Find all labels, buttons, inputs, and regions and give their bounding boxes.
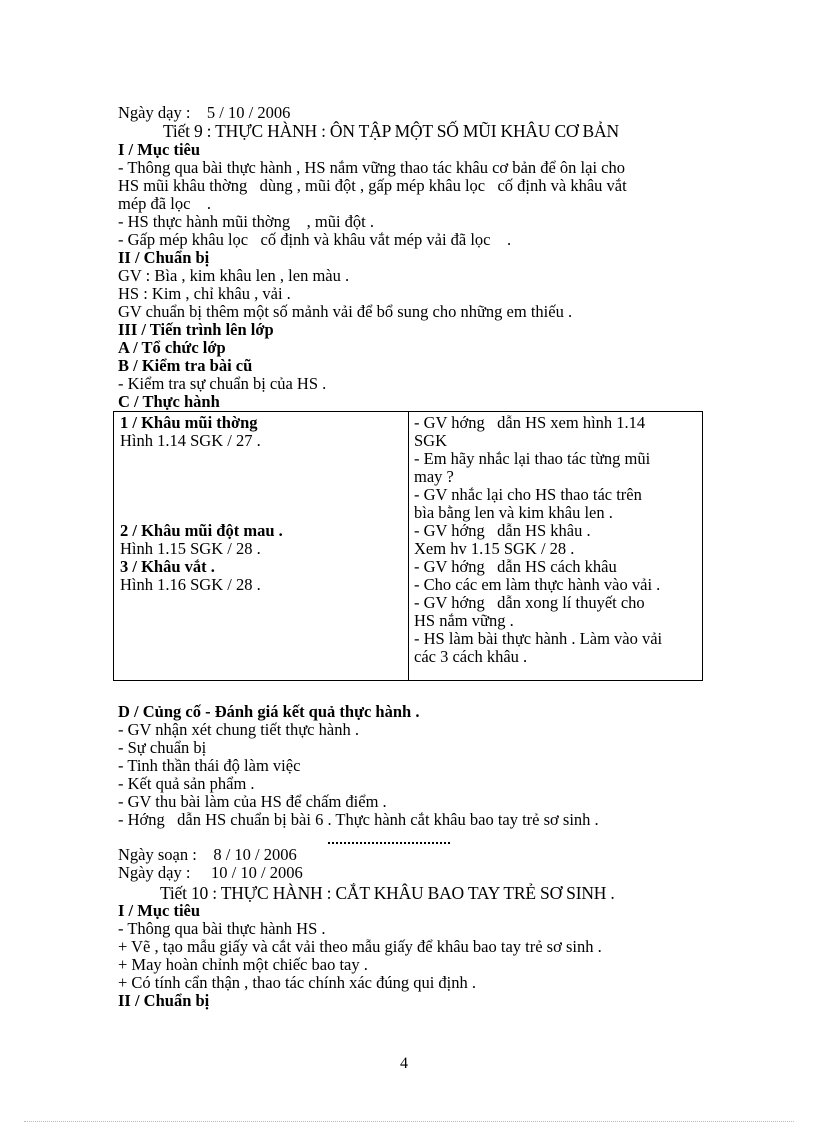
objective-line: - Thông qua bài thực hành , HS nắm vững thao tác khâu cơ bản để ôn lại cho <box>118 158 625 177</box>
section-d-line: - Kết quả sản phẩm . <box>118 774 255 793</box>
lesson-title: Tiết 9 : THỰC HÀNH : ÔN TẬP MỘT SỐ MŨI KHÂU CƠ BẢN <box>163 121 619 141</box>
table-right-line: - GV nhắc lại cho HS thao tác trên <box>414 485 642 504</box>
objective-line: - Thông qua bài thực hành HS . <box>118 919 326 938</box>
table-right-line: - GV hớng dẫn HS khâu . <box>414 521 591 540</box>
table-right-line: - GV hớng dẫn HS cách khâu <box>414 557 617 576</box>
table-left-ref: Hình 1.14 SGK / 27 . <box>120 431 261 450</box>
org-heading: A / Tổ chức lớp <box>118 338 226 357</box>
table-right-line: - GV hớng dẫn xong lí thuyết cho <box>414 593 645 612</box>
section-d-line: - Tinh thần thái độ làm việc <box>118 756 301 775</box>
table-right-line: - HS làm bài thực hành . Làm vào vải <box>414 629 663 648</box>
table-left-ref: Hình 1.15 SGK / 28 . <box>120 539 261 558</box>
table-right-line: bìa bằng len và kim khâu len . <box>414 503 613 522</box>
prep-date: Ngày soạn : 8 / 10 / 2006 <box>118 845 297 864</box>
table-right-line: các 3 cách khâu . <box>414 647 528 666</box>
objective-line: HS mũi khâu thờng dùng , mũi đột , gấp mép khâu lọc cố định và khâu vắt <box>118 176 627 195</box>
page-number: 4 <box>400 1055 408 1072</box>
prep-line: GV : Bìa , kim khâu len , len màu . <box>118 266 350 285</box>
lesson-title: Tiết 10 : THỰC HÀNH : CẮT KHÂU BAO TAY TRẺ SƠ SINH . <box>160 883 615 903</box>
check-line: - Kiểm tra sự chuẩn bị của HS . <box>118 374 327 393</box>
table-left-heading: 2 / Khâu mũi đột mau . <box>120 521 283 540</box>
practice-heading: C / Thực hành <box>118 392 220 411</box>
objective-line: - Gấp mép khâu lọc cố định và khâu vắt mép vải đã lọc . <box>118 230 512 249</box>
practice-table <box>113 411 703 681</box>
dotted-separator <box>328 842 450 844</box>
teaching-date: Ngày dạy : 5 / 10 / 2006 <box>118 103 291 122</box>
section-d-line: - GV thu bài làm của HS để chấm điểm . <box>118 792 387 811</box>
table-right-line: - Cho các em làm thực hành vào vải . <box>414 575 661 594</box>
table-left-heading: 1 / Khâu mũi thờng <box>120 413 258 432</box>
prep-line: HS : Kim , chỉ khâu , vải . <box>118 284 291 303</box>
prep-heading: II / Chuẩn bị <box>118 991 210 1010</box>
process-heading: III / Tiến trình lên lớp <box>118 320 274 339</box>
check-heading: B / Kiểm tra bài cũ <box>118 356 253 375</box>
objectives-heading: I / Mục tiêu <box>118 901 201 920</box>
table-right-line: - Em hãy nhắc lại thao tác từng mũi <box>414 449 651 468</box>
objective-line: - HS thực hành mũi thờng , mũi đột . <box>118 212 374 231</box>
objectives-heading: I / Mục tiêu <box>118 140 201 159</box>
table-right-line: may ? <box>414 467 454 486</box>
section-d-line: - Sự chuẩn bị <box>118 738 207 757</box>
objective-line: + Vẽ , tạo mẫu giấy và cắt vải theo mẫu giấy để khâu bao tay trẻ sơ sinh . <box>118 937 602 956</box>
table-right-line: - GV hớng dẫn HS xem hình 1.14 <box>414 413 646 432</box>
prep-line: GV chuẩn bị thêm một số mảnh vải để bổ sung cho những em thiếu . <box>118 302 573 321</box>
objective-line: mép đã lọc . <box>118 194 212 213</box>
objective-line: + May hoàn chỉnh một chiếc bao tay . <box>118 955 368 974</box>
section-d-line: - Hớng dẫn HS chuẩn bị bài 6 . Thực hành cắt khâu bao tay trẻ sơ sinh . <box>118 810 599 829</box>
table-left-ref: Hình 1.16 SGK / 28 . <box>120 575 261 594</box>
footer-border <box>24 1121 794 1122</box>
table-right-line: HS nắm vững . <box>414 611 514 630</box>
teaching-date: Ngày dạy : 10 / 10 / 2006 <box>118 863 303 882</box>
table-divider <box>408 412 409 680</box>
prep-heading: II / Chuẩn bị <box>118 248 210 267</box>
section-d-heading: D / Củng cố - Đánh giá kết quả thực hành . <box>118 702 420 721</box>
table-left-heading: 3 / Khâu vắt . <box>120 557 215 576</box>
objective-line: + Có tính cẩn thận , thao tác chính xác đúng qui định . <box>118 973 477 992</box>
table-right-line: SGK <box>414 431 448 450</box>
section-d-line: - GV nhận xét chung tiết thực hành . <box>118 720 359 739</box>
table-right-line: Xem hv 1.15 SGK / 28 . <box>414 539 575 558</box>
